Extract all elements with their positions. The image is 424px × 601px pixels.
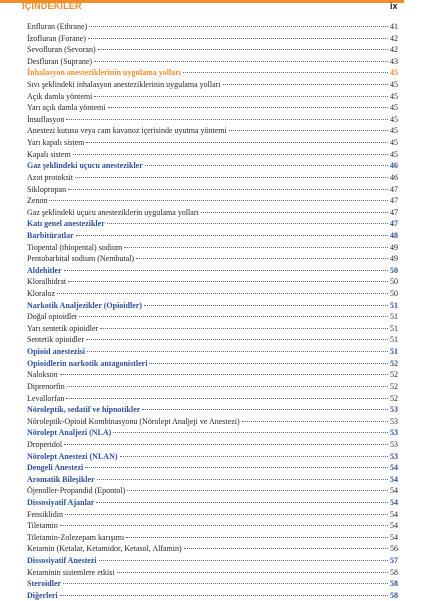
- toc-entry[interactable]: [27, 33, 398, 45]
- toc-entry-label: Kapalı sistem: [27, 149, 71, 159]
- toc-entry-page: 53: [390, 439, 398, 449]
- toc-entry[interactable]: [27, 555, 398, 567]
- toc-entry-page: 52: [390, 381, 398, 391]
- toc-entry-label: Açık damla yöntemi: [27, 91, 93, 101]
- dot-leader: [75, 177, 388, 178]
- dot-leader: [126, 537, 388, 538]
- toc-entry-page: 45: [390, 68, 398, 78]
- dot-leader: [124, 247, 388, 248]
- dot-leader: [86, 339, 388, 340]
- toc-entry-label: Kloralhidrat: [27, 277, 67, 287]
- toc-entry-label: Dissosiyatif Anestezi: [27, 556, 97, 566]
- toc-entry-page: 49: [390, 254, 398, 264]
- toc-entry-label: Tiopental (thiopental) sodium: [27, 242, 123, 252]
- toc-entry-page: 47: [390, 196, 398, 206]
- toc-entry[interactable]: [27, 253, 398, 265]
- toc-entry[interactable]: [27, 125, 398, 137]
- page-header: [0, 0, 424, 14]
- toc-entry[interactable]: [27, 543, 398, 555]
- toc-entry-page: 45: [390, 114, 398, 124]
- toc-entry[interactable]: [27, 474, 398, 486]
- toc-entry-label: Anestezi kutusu veya cam kavanoz içerisinde uyutma yöntemi: [27, 126, 227, 136]
- dot-leader: [107, 223, 388, 224]
- toc-entry[interactable]: [27, 288, 398, 300]
- toc-entry[interactable]: [27, 102, 398, 114]
- dot-leader: [117, 572, 388, 573]
- toc-entry[interactable]: [27, 311, 398, 323]
- toc-entry-label: Kloraloz: [27, 289, 55, 299]
- dot-leader: [64, 444, 388, 445]
- toc-entry-label: Ketamin (Ketalar, Ketamidor, Ketasol, Alfamin): [27, 544, 182, 554]
- toc-entry-label: Aromatik Bileşikler: [27, 474, 95, 484]
- dot-leader: [94, 96, 388, 97]
- toc-entry-label: Tiletamin: [27, 521, 58, 531]
- dot-leader: [242, 421, 388, 422]
- toc-entry-page: 53: [390, 451, 398, 461]
- dot-leader: [57, 293, 388, 294]
- toc-entry-page: 56: [390, 544, 398, 554]
- dot-leader: [144, 305, 388, 306]
- toc-entry-label: Opioidlerin narkotik antagonistleri: [27, 358, 148, 368]
- toc-entry-label: Yarı sentetik opioidler: [27, 323, 99, 333]
- toc-entry[interactable]: [27, 451, 398, 463]
- toc-entry-label: Diprenorfin: [27, 381, 65, 391]
- toc-entry-label: Opioid anestezisi: [27, 347, 86, 357]
- toc-entry-page: 52: [390, 358, 398, 368]
- dot-leader: [142, 409, 388, 410]
- dot-leader: [65, 514, 388, 515]
- dot-leader: [229, 130, 388, 131]
- toc-entry[interactable]: [27, 416, 398, 428]
- toc-entry[interactable]: [27, 369, 398, 381]
- toc-entry[interactable]: [27, 485, 398, 497]
- toc-entry[interactable]: [27, 67, 398, 79]
- dot-leader: [63, 583, 388, 584]
- dot-leader: [136, 258, 388, 259]
- toc-entry[interactable]: [27, 276, 398, 288]
- dot-leader: [79, 316, 388, 317]
- toc-entry-label: Narkotik Analjezikler (Opioidler): [27, 300, 142, 310]
- toc-entry[interactable]: [27, 300, 398, 312]
- toc-entry-label: Nalokson: [27, 370, 58, 380]
- dot-leader: [98, 49, 388, 50]
- dot-leader: [88, 38, 388, 39]
- toc-entry[interactable]: [27, 56, 398, 68]
- toc-entry-label: İnsuflasyon: [27, 114, 65, 124]
- toc-entry[interactable]: [27, 137, 398, 149]
- toc-entry-page: 47: [390, 219, 398, 229]
- toc-entry[interactable]: [27, 346, 398, 358]
- toc-entry-label: Barbitüratlar: [27, 230, 74, 240]
- toc-entry-label: Enfluran (Ethrane): [27, 22, 88, 31]
- toc-entry-label: Aldehitler: [27, 265, 62, 275]
- toc-entry-page: 51: [390, 300, 398, 310]
- toc-entry-label: Gaz şeklindeki uçucu anesteziklerin uygulama yolları: [27, 207, 199, 217]
- dot-leader: [94, 61, 388, 62]
- dot-leader: [100, 328, 388, 329]
- toc-entry-page: 58: [390, 579, 398, 589]
- toc-entry-page: 50: [390, 277, 398, 287]
- toc-entry-page: 53: [390, 405, 398, 415]
- toc-entry-page: 41: [390, 22, 398, 31]
- dot-leader: [73, 154, 388, 155]
- toc-entry[interactable]: [27, 114, 398, 126]
- dot-leader: [127, 490, 388, 491]
- toc-entry[interactable]: [27, 590, 398, 601]
- dot-leader: [68, 189, 388, 190]
- toc-entry-label: Fensiklidin: [27, 509, 64, 519]
- toc-entry[interactable]: [27, 207, 398, 219]
- toc-entry[interactable]: [27, 149, 398, 161]
- toc-entry-label: Nörolept Analjezi (NLA): [27, 428, 112, 438]
- toc-entry-label: Sevofluran (Sevoran): [27, 45, 96, 55]
- toc-entry[interactable]: [27, 404, 398, 416]
- dot-leader: [60, 595, 388, 596]
- dot-leader: [66, 398, 388, 399]
- toc-entry-label: Pentobarbital sodium (Nembutal): [27, 254, 135, 264]
- toc-entry[interactable]: [27, 334, 398, 346]
- toc-entry-label: Siklopropan: [27, 184, 67, 194]
- toc-entry-label: Öjenoller-Propandid (Epontol): [27, 486, 126, 496]
- toc-entry-page: 48: [390, 230, 398, 240]
- toc-entry-page: 46: [390, 161, 398, 171]
- toc-entry-page: 54: [390, 532, 398, 542]
- toc-entry-label: Levallorfan: [27, 393, 65, 403]
- dot-leader: [87, 351, 388, 352]
- dot-leader: [113, 432, 388, 433]
- toc-entry[interactable]: [27, 79, 398, 91]
- toc-entry[interactable]: [27, 462, 398, 474]
- dot-leader: [96, 502, 388, 503]
- toc-entry[interactable]: [27, 520, 398, 532]
- toc-entry-page: 54: [390, 486, 398, 496]
- table-of-contents: [27, 21, 398, 601]
- toc-entry[interactable]: [27, 172, 398, 184]
- toc-entry[interactable]: [27, 509, 398, 521]
- toc-entry-label: Desfluran (Suprane): [27, 56, 93, 66]
- toc-entry-page: 53: [390, 416, 398, 426]
- toc-entry[interactable]: [27, 218, 398, 230]
- dot-leader: [120, 456, 388, 457]
- toc-entry-page: 43: [390, 56, 398, 66]
- dot-leader: [60, 374, 388, 375]
- dot-leader: [223, 84, 388, 85]
- toc-entry-page: 51: [390, 347, 398, 357]
- toc-entry-page: 47: [390, 184, 398, 194]
- toc-entry-label: İzofluran (Forane): [27, 33, 86, 43]
- toc-entry[interactable]: [27, 195, 398, 207]
- toc-entry-page: 52: [390, 370, 398, 380]
- toc-entry[interactable]: [27, 323, 398, 335]
- dot-leader: [99, 560, 388, 561]
- toc-entry-label: Diğerleri: [27, 590, 58, 600]
- toc-entry-page: 52: [390, 393, 398, 403]
- toc-entry-page: 54: [390, 497, 398, 507]
- toc-entry-page: 45: [390, 80, 398, 90]
- toc-entry-label: Tiletamin-Zolezepam karışımı: [27, 532, 125, 542]
- dot-leader: [201, 212, 388, 213]
- toc-entry-page: 49: [390, 242, 398, 252]
- dot-leader: [64, 270, 388, 271]
- toc-entry-label: Sıvı şeklindeki inhalasyon anesteziklerinin uygulama yolları: [27, 80, 221, 90]
- toc-entry[interactable]: [27, 230, 398, 242]
- toc-entry-label: Sentetik opioidler: [27, 335, 85, 345]
- toc-entry[interactable]: [27, 21, 398, 33]
- toc-entry-page: 45: [390, 149, 398, 159]
- toc-entry[interactable]: [27, 578, 398, 590]
- toc-entry[interactable]: [27, 393, 398, 405]
- toc-entry-page: 45: [390, 138, 398, 148]
- dot-leader: [184, 548, 388, 549]
- dot-leader: [108, 107, 388, 108]
- dot-leader: [86, 142, 388, 143]
- toc-entry[interactable]: [27, 160, 398, 172]
- toc-entry[interactable]: [27, 184, 398, 196]
- toc-entry[interactable]: [27, 532, 398, 544]
- dot-leader: [60, 525, 388, 526]
- toc-entry-label: Nöroleptik, sedatif ve hipnotikler: [27, 405, 141, 415]
- dot-leader: [97, 479, 388, 480]
- toc-entry-page: 58: [390, 590, 398, 600]
- toc-entry-page: 53: [390, 428, 398, 438]
- toc-entry-label: İnhalasyon anesteziklerinin uygulama yolları: [27, 68, 182, 78]
- dot-leader: [67, 386, 388, 387]
- dot-leader: [89, 26, 388, 27]
- toc-entry-label: Nöroleptik-Opioid Kombinasyonu (Nörolept Analjeji ve Anestezi): [27, 416, 240, 426]
- page-title: İÇİNDEKİLER: [22, 1, 82, 11]
- toc-entry-page: 50: [390, 265, 398, 275]
- dot-leader: [68, 281, 388, 282]
- toc-entry-page: 45: [390, 103, 398, 113]
- dot-leader: [85, 467, 388, 468]
- toc-entry-page: 51: [390, 323, 398, 333]
- toc-entry[interactable]: [27, 567, 398, 579]
- dot-leader: [76, 235, 388, 236]
- toc-entry-label: Doğal opioidler: [27, 312, 78, 322]
- toc-entry[interactable]: [27, 91, 398, 103]
- toc-entry-label: Steroidler: [27, 579, 62, 589]
- toc-entry-page: 51: [390, 335, 398, 345]
- toc-entry-page: 46: [390, 172, 398, 182]
- toc-entry-label: Zenon: [27, 196, 48, 206]
- toc-entry[interactable]: [27, 427, 398, 439]
- toc-entry-page: 50: [390, 289, 398, 299]
- toc-entry-page: 51: [390, 312, 398, 322]
- toc-entry-label: Yarı açık damla yöntemi: [27, 103, 106, 113]
- dot-leader: [183, 72, 388, 73]
- toc-entry-page: 54: [390, 521, 398, 531]
- dot-leader: [149, 363, 388, 364]
- toc-entry-page: 58: [390, 567, 398, 577]
- toc-entry[interactable]: [27, 381, 398, 393]
- toc-entry-label: Dissosiyatif Ajanlar: [27, 497, 95, 507]
- toc-entry-page: 45: [390, 91, 398, 101]
- toc-entry-page: 47: [390, 207, 398, 217]
- toc-entry-label: Nörolept Anestezi (NLAN): [27, 451, 118, 461]
- dot-leader: [66, 119, 388, 120]
- toc-entry-label: Katı genel anestezikler: [27, 219, 105, 229]
- toc-entry[interactable]: [27, 265, 398, 277]
- dot-leader: [145, 165, 388, 166]
- toc-entry-label: Gaz şeklindeki uçucu anestezikler: [27, 161, 143, 171]
- toc-entry-label: Ketaminin sistemlere etkisi: [27, 567, 115, 577]
- toc-entry-page: 54: [390, 509, 398, 519]
- toc-entry-page: 54: [390, 463, 398, 473]
- page-number: ix: [390, 1, 398, 11]
- toc-entry-page: 42: [390, 45, 398, 55]
- toc-entry-label: Yarı kapalı sistem: [27, 138, 85, 148]
- toc-entry-label: Droperidol: [27, 439, 63, 449]
- toc-entry-page: 54: [390, 474, 398, 484]
- toc-entry-page: 57: [390, 556, 398, 566]
- toc-entry[interactable]: [27, 439, 398, 451]
- toc-entry[interactable]: [27, 497, 398, 509]
- toc-entry-page: 45: [390, 126, 398, 136]
- toc-entry[interactable]: [27, 242, 398, 254]
- dot-leader: [49, 200, 388, 201]
- toc-entry[interactable]: [27, 44, 398, 56]
- toc-entry-label: Azot protoksit: [27, 172, 73, 182]
- toc-entry-label: Dengeli Anestezi: [27, 463, 84, 473]
- toc-entry[interactable]: [27, 358, 398, 370]
- toc-entry-page: 42: [390, 33, 398, 43]
